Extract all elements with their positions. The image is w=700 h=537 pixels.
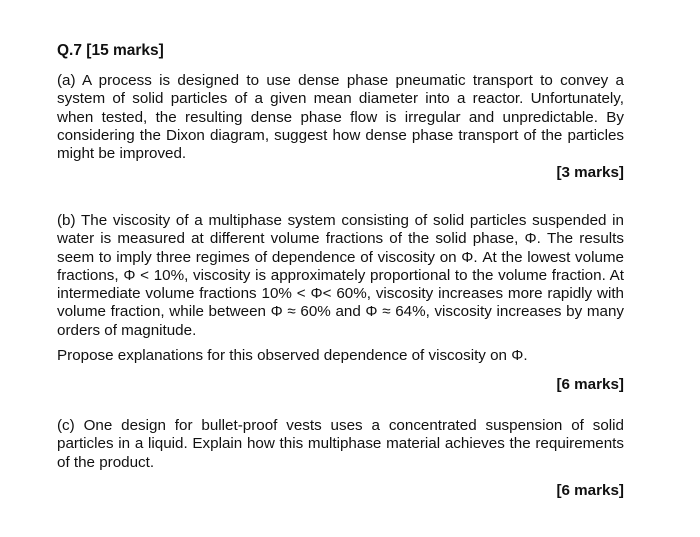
part-a-marks: [3 marks] — [556, 164, 624, 181]
question-title: Q.7 [15 marks] — [57, 42, 164, 59]
part-b-text: (b) The viscosity of a multiphase system consisting of solid particles suspended in water is measured at different volume fractions of the solid phase, Φ. The results seem to imply three regimes of dependence of viscosity on Φ. At the lowest volume fractions, Φ < 10%, viscosity is approximately proportional to the volume fraction. At intermediate volume fractions 10% < Φ< 60%, viscosity increases more rapidly with volume fraction, while between Φ ≈ 60% and Φ ≈ 64%, viscosity increases by many orders of magnitude. — [57, 212, 624, 339]
part-c-marks: [6 marks] — [556, 482, 624, 499]
part-a-text: (a) A process is designed to use dense phase pneumatic transport to convey a system of solid particles of a given mean diameter into a reactor. Unfortunately, when tested, the resulting dense phase flow is irregular and unpredictable. By considering the Dixon diagram, suggest how dense phase transport of the particles might be improved. — [57, 72, 624, 163]
part-c-text: (c) One design for bullet-proof vests uses a concentrated suspension of solid particles in a liquid. Explain how this multiphase material achieves the requirements of the product. — [57, 417, 624, 471]
part-b-marks: [6 marks] — [556, 376, 624, 393]
part-b-question: Propose explanations for this observed dependence of viscosity on Φ. — [57, 347, 528, 364]
